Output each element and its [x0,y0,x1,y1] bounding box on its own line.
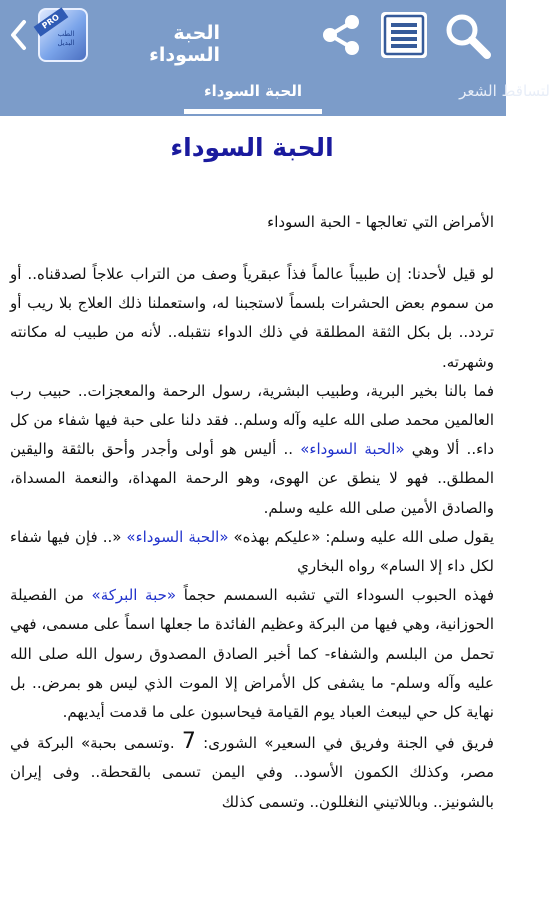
app-logo[interactable] [38,8,88,62]
article-subtitle: الأمراض التي تعالجها - الحبة السوداء [267,213,494,231]
paragraph-text: «.. فإن فيها شفاء لكل داء إلا السام» رواه البخاري [10,527,494,576]
highlighted-term: «حبة البركة» [91,586,177,605]
pro-badge: PRO [34,7,69,36]
paragraph [10,523,494,581]
logo-text: الطب البديل [57,30,75,47]
paragraph-text: فريق في الجنة وفريق في السعير» الشورى: [195,734,494,753]
tab-black-seed[interactable] [184,70,322,116]
highlighted-term: «الحبة السوداء» [300,440,405,459]
list-icon[interactable] [378,9,430,61]
paragraph [10,377,494,523]
article-body [10,260,494,817]
article-content[interactable] [0,116,506,900]
tab-label: لتساقط الشعر [459,82,550,100]
paragraph-text: .. أليس هو أولى وأجدر وأحق بالثقة واليقين المطلق.. فهو لا ينطق عن الهوى، وهو الرحمة المهداة، والنعمة المسداة، والصادق الأمين صلى الله عليه وسلم. [10,440,494,517]
tab-hair-loss[interactable] [410,70,550,116]
paragraph-text: فهذه الحبوب السوداء التي تشبه السمسم حجماً [176,586,494,605]
paragraph-text: من الفصيلة الحوزانية، وهي فيها من البركة وعظيم الفائدة ما جعلها اسماً على مسمى، فهي تحمل من البلسم والشفاء- كما أخبر الصادق المصدوق رسول الله صلى الله عليه وآله وسلم- ما يشفى كل الأمراض إلا الموت الذي ليس هو بمرض.. بل نهاية كل حي ليبعث العباد يوم القيامة فيحاسبون على ما قدمت أيديهم. [10,586,494,722]
paragraph-text: .وتسمى بحبة» البركة في مصر، وكذلك الكمون الأسود.. وفي اليمن تسمى بالقحطة.. وفى إيران بالشونيز.. وباللاتيني النغللون.. وتسمى كذلك [10,734,494,811]
tab-bar [0,70,550,116]
tab-label: الحبة السوداء [204,82,302,100]
search-icon[interactable] [442,10,492,60]
share-icon[interactable] [318,12,364,58]
active-tab-indicator [184,109,322,114]
chevron-left-icon[interactable] [8,18,30,52]
highlighted-term: «الحبة السوداء» [126,527,229,546]
paragraph: لو قيل لأحدنا: إن طبيباً عالماً فذاً عبقرياً وصف من التراب علاجاً لصدقناه.. أو من سموم بعض الحشرات بلسماً لاستجبنا له، واستعملنا ذلك العلاج بلا ريب أو تردد.. بل بكل الثقة المطلقة في ذلك الدواء نتقبله.. لأنه من طبيب له مكانته وشهرته. [10,265,494,371]
paragraph-text: يقول صلى الله عليه وسلم: «عليكم بهذه» [228,527,494,546]
paragraph [10,727,494,817]
article-title: الحبة السوداء [170,133,334,162]
paragraph [10,581,494,727]
app-bar-title: الحبة السوداء [149,22,220,66]
verse-number: 7 [181,729,196,755]
paragraph-text: فما بالنا بخير البرية، وطبيب البشرية، رسول الرحمة والمعجزات.. حبيب رب العالمين محمد صلى الله عليه وآله وسلم.. فقد دلنا على حبة فيها شفاء من كل داء.. ألا وهي [10,381,494,459]
app-bar [0,0,506,70]
